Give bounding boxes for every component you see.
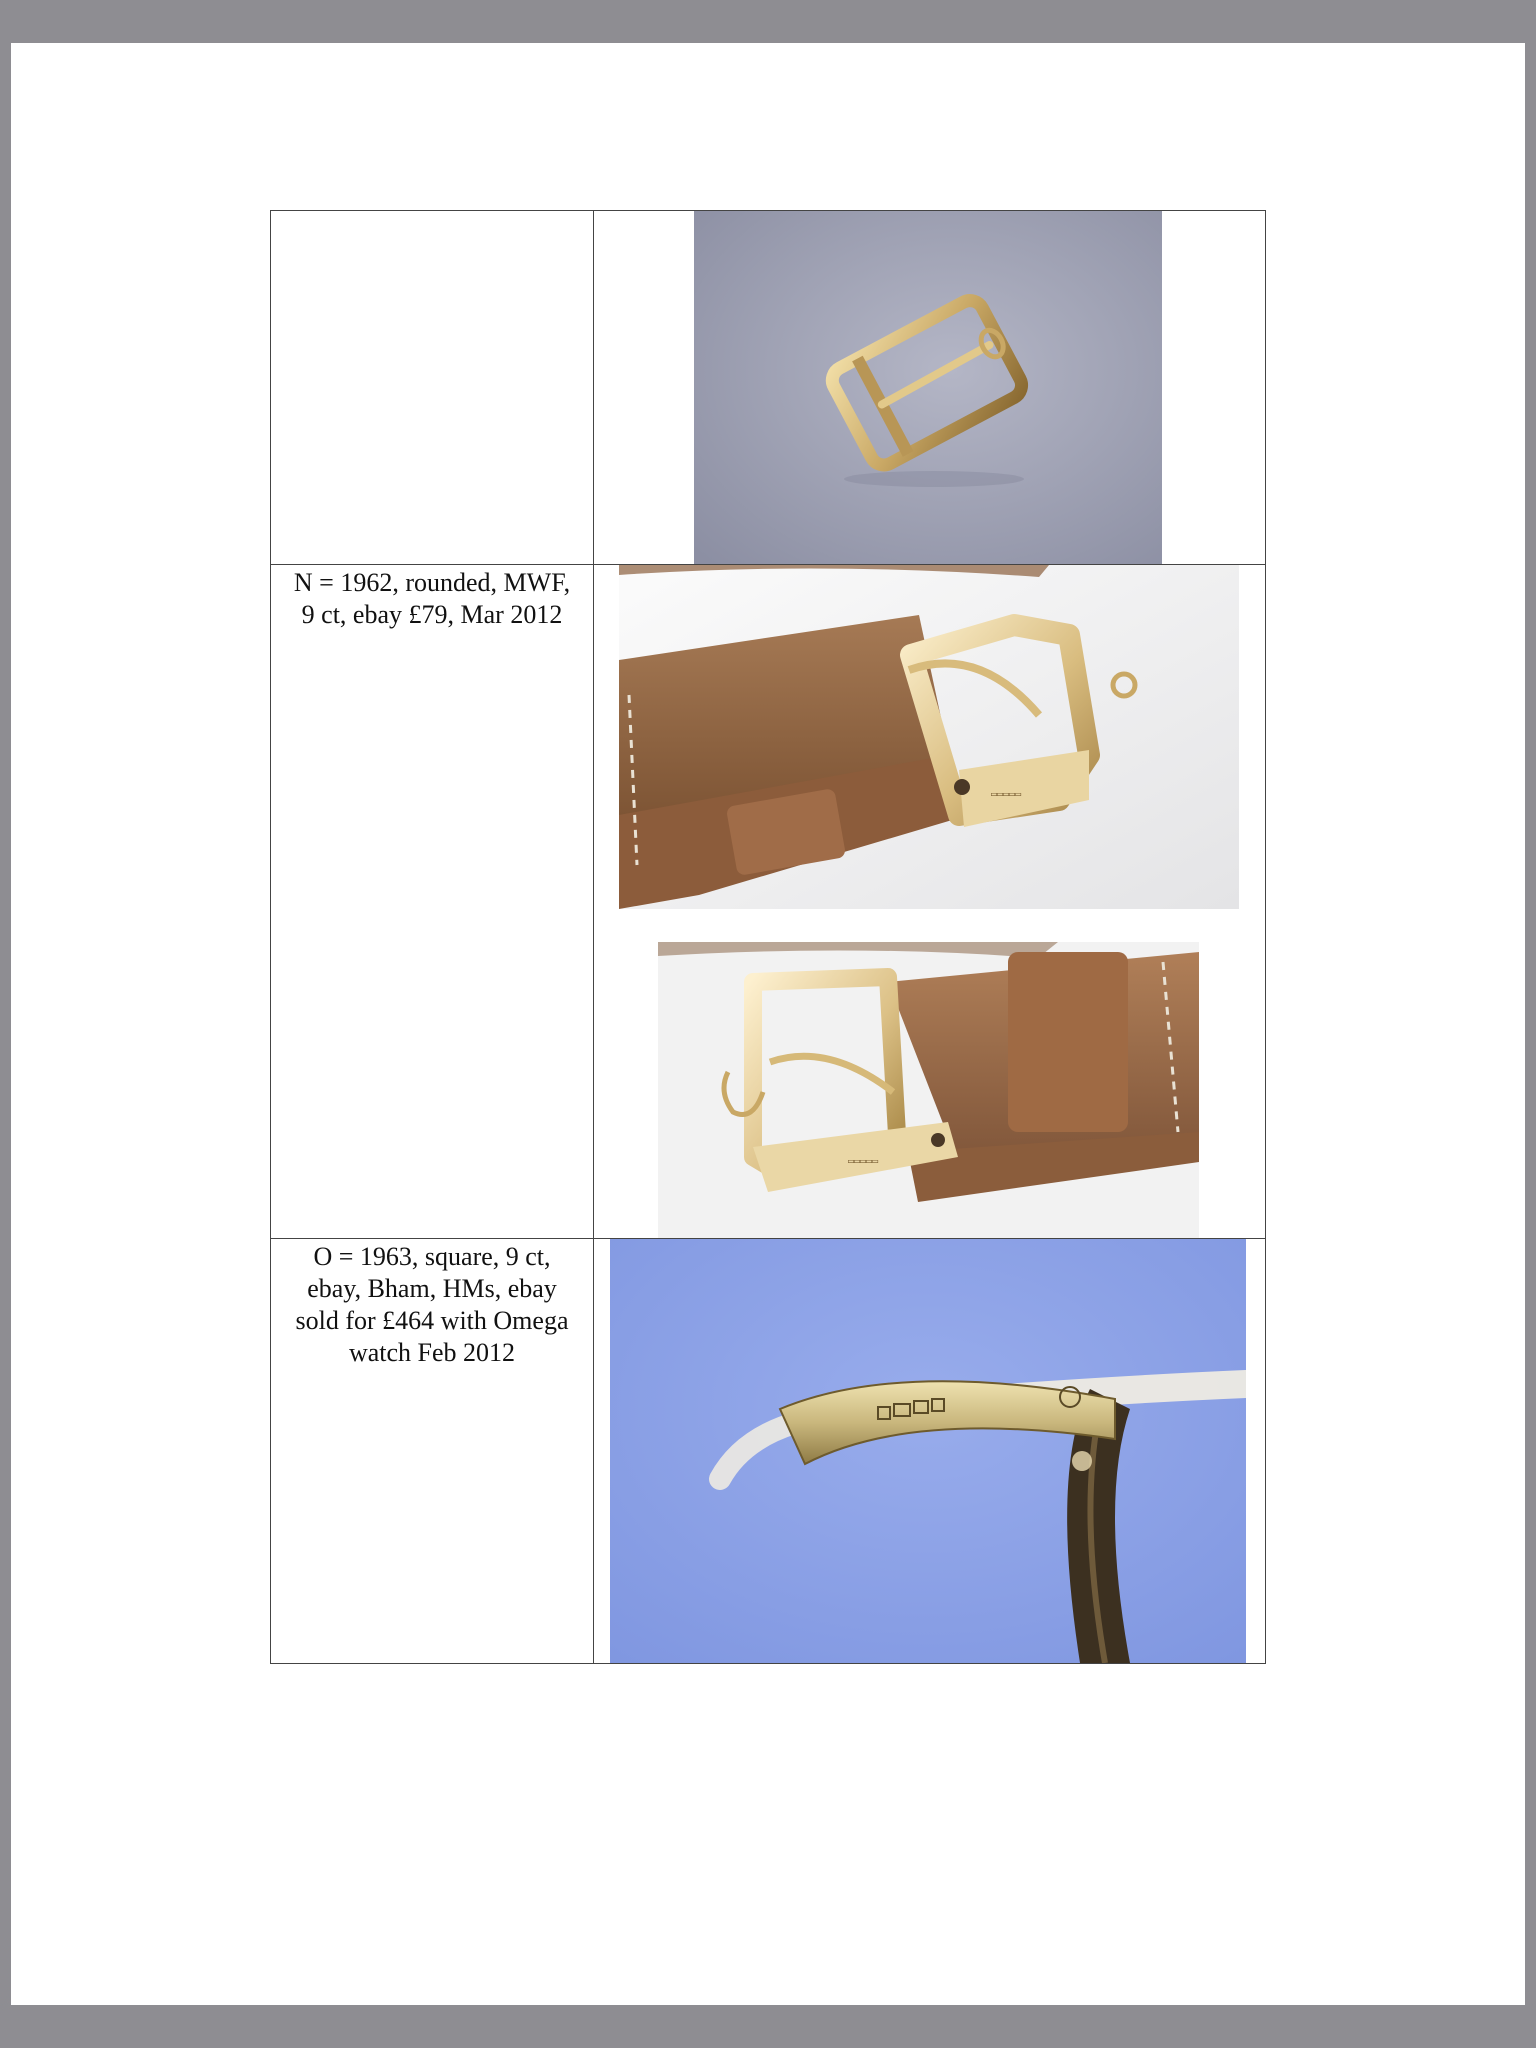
buckle-photo-hallmarks — [610, 1239, 1246, 1663]
description-cell — [271, 211, 594, 565]
row-description: N = 1962, rounded, MWF, 9 ct, ebay £79, Mar 2012 — [293, 568, 571, 629]
row-description — [271, 211, 593, 213]
photo-cell — [594, 565, 1266, 1239]
table-row — [271, 211, 1266, 565]
description-cell — [271, 565, 594, 1239]
buckle-photo-strap-front — [619, 565, 1239, 909]
description-cell — [271, 1239, 594, 1664]
table-row — [271, 565, 1266, 1239]
table-row — [271, 1239, 1266, 1664]
buckle-table — [270, 210, 1266, 1664]
photo-cell — [594, 211, 1266, 565]
photo-cell — [594, 1239, 1266, 1664]
svg-text:▭▭▭▭▭: ▭▭▭▭▭ — [848, 1156, 879, 1167]
svg-text:▭▭▭▭▭: ▭▭▭▭▭ — [991, 789, 1022, 800]
document-page — [11, 43, 1525, 2005]
row-description: O = 1963, square, 9 ct, ebay, Bham, HMs, ebay sold for £464 with Omega watch Feb 2012 — [295, 1242, 569, 1367]
buckle-photo-grey — [694, 211, 1162, 564]
buckle-photo-strap-reverse — [658, 942, 1199, 1238]
